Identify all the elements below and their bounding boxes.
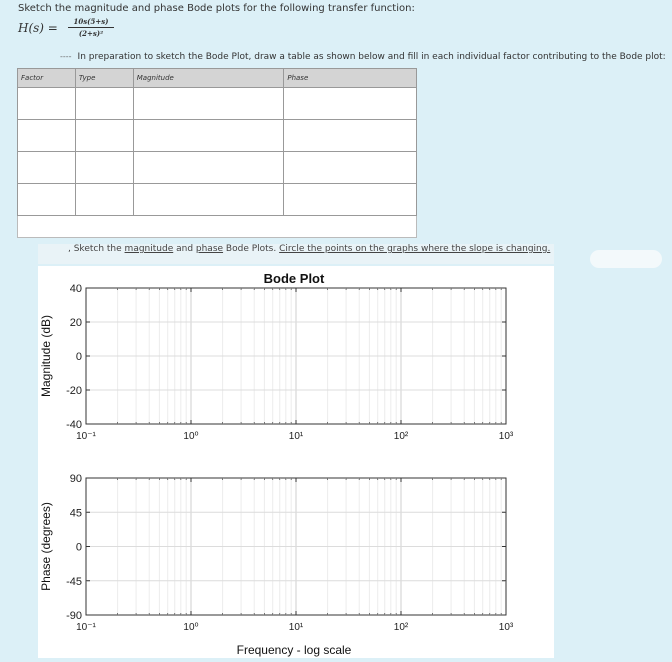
table-header-row <box>18 69 417 88</box>
y-tick-label: -90 <box>66 610 82 622</box>
sketch-and: and <box>173 244 196 254</box>
y-tick-label: 90 <box>69 473 82 485</box>
x-tick-label: 10⁻¹ <box>76 431 96 442</box>
magnitude-axes <box>39 283 514 442</box>
table-cell[interactable] <box>18 152 76 184</box>
factor-table <box>17 68 417 238</box>
sketch-phase: phase <box>195 244 224 254</box>
bode-plot-svg <box>38 266 554 658</box>
table-cell[interactable] <box>133 152 284 184</box>
header-phase: Phase <box>284 69 417 88</box>
table-cell[interactable] <box>284 152 417 184</box>
table-cell[interactable] <box>18 184 76 216</box>
table-cell[interactable] <box>75 120 133 152</box>
header-factor: Factor <box>18 69 76 88</box>
tf-numerator: 10s(5+s) <box>68 17 114 28</box>
table-cell[interactable] <box>133 184 284 216</box>
y-tick-label: 40 <box>69 283 82 295</box>
table-cell[interactable] <box>18 88 76 120</box>
question-title: Sketch the magnitude and phase Bode plots for the following transfer function: <box>18 3 415 14</box>
phase-xlabel: Frequency - log scale <box>236 643 352 657</box>
x-tick-label: 10⁰ <box>183 622 199 633</box>
x-tick-label: 10¹ <box>288 622 304 633</box>
table-cell[interactable] <box>284 184 417 216</box>
prep-text: In preparation to sketch the Bode Plot, draw a table as shown below and fill in each individual factor contributing to the Bode plot: <box>77 52 666 62</box>
x-tick-label: 10⁻¹ <box>76 622 96 633</box>
header-type: Type <box>75 69 133 88</box>
chart-title: Bode Plot <box>263 271 325 286</box>
table-cell[interactable] <box>75 152 133 184</box>
y-axis-label: Phase (degrees) <box>39 502 53 591</box>
y-tick-label: -20 <box>66 385 82 397</box>
y-tick-label: 20 <box>69 317 82 329</box>
sketch-circle: Circle the points on the graphs where the slope is changing. <box>279 244 551 254</box>
sketch-rest: Bode Plots. <box>223 244 280 254</box>
table-cell[interactable] <box>75 88 133 120</box>
tf-denominator: (2+s)² <box>78 29 104 38</box>
bode-plot-panel <box>38 266 554 658</box>
phase-axes <box>39 473 514 633</box>
table-cell[interactable] <box>284 88 417 120</box>
sketch-magnitude: magnitude <box>124 244 174 254</box>
table-row <box>18 88 417 120</box>
table-row <box>18 120 417 152</box>
table-cell[interactable] <box>75 184 133 216</box>
x-tick-label: 10⁰ <box>183 431 199 442</box>
x-tick-label: 10³ <box>498 622 514 633</box>
table-cell[interactable] <box>133 120 284 152</box>
table-cell[interactable] <box>284 120 417 152</box>
tf-lhs: H(s) = <box>18 21 58 35</box>
tf-fraction <box>68 17 114 38</box>
redaction-blob <box>590 250 662 268</box>
y-tick-label: -40 <box>66 419 82 431</box>
table-cell[interactable] <box>133 88 284 120</box>
y-tick-label: -45 <box>66 575 82 588</box>
y-tick-label: 0 <box>75 541 82 554</box>
header-magnitude: Magnitude <box>133 69 284 88</box>
table-row <box>18 184 417 216</box>
table-row <box>18 152 417 184</box>
x-tick-label: 10³ <box>498 431 514 442</box>
y-tick-label: 0 <box>75 351 82 363</box>
sketch-instruction <box>38 244 554 264</box>
prep-instruction <box>60 52 666 62</box>
y-axis-label: Magnitude (dB) <box>39 314 53 398</box>
x-tick-label: 10¹ <box>288 431 304 442</box>
table-cell[interactable] <box>18 120 76 152</box>
x-tick-label: 10² <box>393 622 409 633</box>
x-tick-label: 10² <box>393 431 409 442</box>
prep-dots: ---- <box>60 52 72 61</box>
y-tick-label: 45 <box>69 507 82 520</box>
sketch-prefix: , Sketch the <box>68 244 125 254</box>
